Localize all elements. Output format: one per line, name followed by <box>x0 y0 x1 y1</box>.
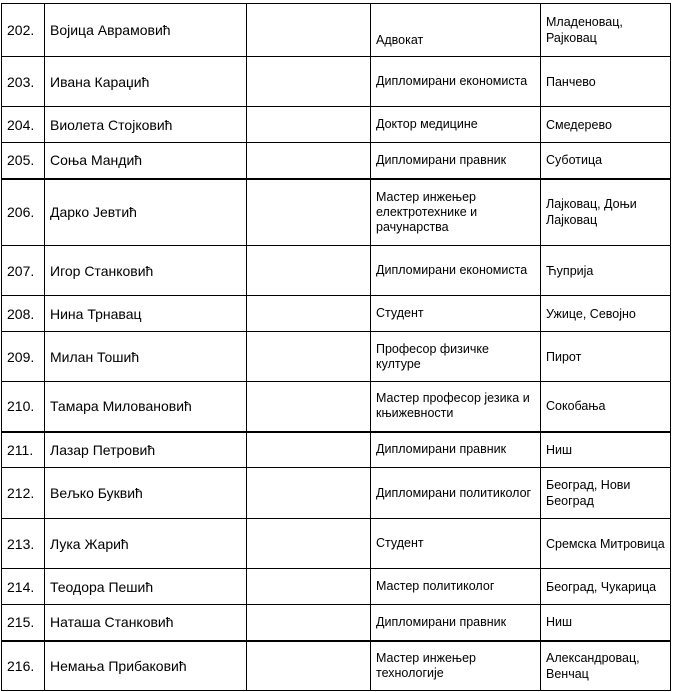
empty-cell <box>247 605 371 641</box>
table-row <box>2 4 671 57</box>
row-number: 208. <box>2 296 45 332</box>
empty-cell <box>247 179 371 246</box>
row-number: 213. <box>2 519 45 569</box>
row-number: 212. <box>2 468 45 519</box>
candidate-profession: Мастер инжењер електротехнике и рачунарства <box>371 179 541 246</box>
row-number: 216. <box>2 641 45 691</box>
table-row <box>2 382 671 432</box>
table-row <box>2 468 671 519</box>
candidate-profession: Мастер професор језика и књижевности <box>371 382 541 432</box>
candidate-place: Лајковац, Доњи Лајковац <box>541 179 671 246</box>
empty-cell <box>247 332 371 382</box>
empty-cell <box>247 382 371 432</box>
candidate-place: Смедерево <box>541 107 671 143</box>
table-row <box>2 107 671 143</box>
table-row <box>2 569 671 605</box>
candidate-place: Ниш <box>541 605 671 641</box>
table-row <box>2 143 671 179</box>
table-row <box>2 332 671 382</box>
candidate-name: Дарко Јевтић <box>45 179 247 246</box>
empty-cell <box>247 432 371 468</box>
candidate-place: Суботица <box>541 143 671 179</box>
candidate-name: Игор Станковић <box>45 246 247 296</box>
empty-cell <box>247 569 371 605</box>
empty-cell <box>247 641 371 691</box>
candidate-profession: Дипломирани политиколог <box>371 468 541 519</box>
row-number: 205. <box>2 143 45 179</box>
empty-cell <box>247 519 371 569</box>
row-number: 206. <box>2 179 45 246</box>
empty-cell <box>247 143 371 179</box>
table-row <box>2 57 671 107</box>
candidate-profession: Доктор медицине <box>371 107 541 143</box>
table-row <box>2 641 671 691</box>
candidate-profession: Мастер политиколог <box>371 569 541 605</box>
table-row <box>2 432 671 468</box>
candidate-table <box>1 3 671 691</box>
row-number: 203. <box>2 57 45 107</box>
row-number: 211. <box>2 432 45 468</box>
table-row <box>2 605 671 641</box>
table-row <box>2 179 671 246</box>
candidate-profession: Професор физичке културе <box>371 332 541 382</box>
row-number: 215. <box>2 605 45 641</box>
candidate-profession: Мастер инжењер технологије <box>371 641 541 691</box>
candidate-place: Младеновац, Рајковац <box>541 4 671 57</box>
candidate-name: Нина Трнавац <box>45 296 247 332</box>
candidate-place: Београд, Нови Београд <box>541 468 671 519</box>
candidate-place: Сремска Митровица <box>541 519 671 569</box>
empty-cell <box>247 57 371 107</box>
candidate-name: Виолета Стојковић <box>45 107 247 143</box>
empty-cell <box>247 246 371 296</box>
candidate-name: Вељко Буквић <box>45 468 247 519</box>
candidate-profession: Дипломирани економиста <box>371 57 541 107</box>
candidate-profession: Дипломирани правник <box>371 605 541 641</box>
candidate-name: Милан Тошић <box>45 332 247 382</box>
candidate-name: Соња Мандић <box>45 143 247 179</box>
candidate-place: Ниш <box>541 432 671 468</box>
candidate-name: Наташа Станковић <box>45 605 247 641</box>
candidate-name: Тамара Миловановић <box>45 382 247 432</box>
row-number: 202. <box>2 4 45 57</box>
candidate-name: Теодора Пешић <box>45 569 247 605</box>
candidate-place: Панчево <box>541 57 671 107</box>
candidate-profession: Студент <box>371 296 541 332</box>
candidate-place: Ћуприја <box>541 246 671 296</box>
table-row <box>2 296 671 332</box>
candidate-place: Александровац, Венчац <box>541 641 671 691</box>
row-number: 204. <box>2 107 45 143</box>
candidate-profession: Дипломирани правник <box>371 432 541 468</box>
candidate-place: Пирот <box>541 332 671 382</box>
empty-cell <box>247 296 371 332</box>
empty-cell <box>247 468 371 519</box>
candidate-name: Војица Аврамовић <box>45 4 247 57</box>
candidate-profession: Дипломирани економиста <box>371 246 541 296</box>
candidate-name: Лазар Петровић <box>45 432 247 468</box>
candidate-name: Немања Прибаковић <box>45 641 247 691</box>
row-number: 207. <box>2 246 45 296</box>
candidate-name: Лука Жарић <box>45 519 247 569</box>
table-row <box>2 519 671 569</box>
candidate-profession: Дипломирани правник <box>371 143 541 179</box>
candidate-place: Београд, Чукарица <box>541 569 671 605</box>
candidate-profession: Студент <box>371 519 541 569</box>
candidate-name: Ивана Караџић <box>45 57 247 107</box>
row-number: 214. <box>2 569 45 605</box>
empty-cell <box>247 4 371 57</box>
candidate-place: Ужице, Севојно <box>541 296 671 332</box>
empty-cell <box>247 107 371 143</box>
candidate-place: Сокобања <box>541 382 671 432</box>
row-number: 209. <box>2 332 45 382</box>
row-number: 210. <box>2 382 45 432</box>
candidate-profession: Адвокат <box>371 4 541 57</box>
table-row <box>2 246 671 296</box>
